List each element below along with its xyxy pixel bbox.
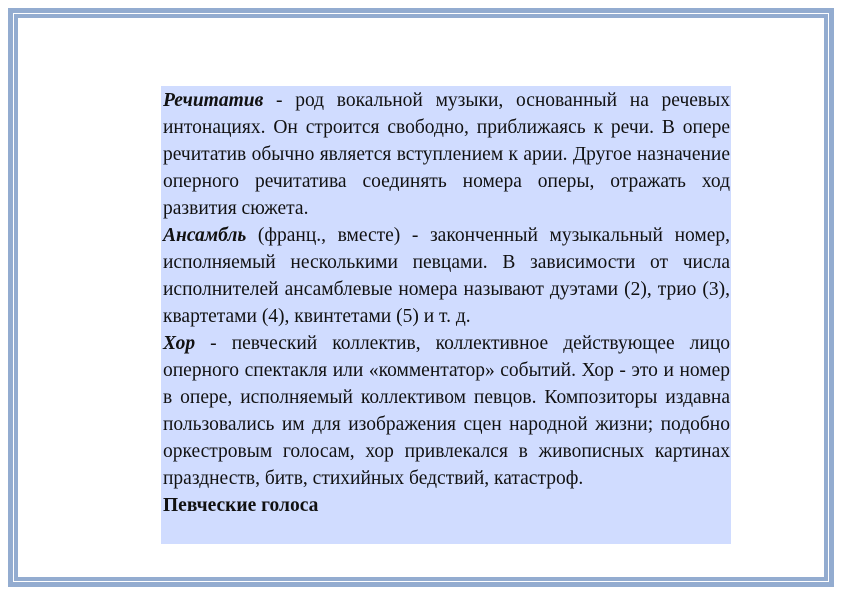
paragraph-choir — [163, 330, 730, 492]
definition-recitative: - род вокальной музыки, основанный на речевых интонациях. Он строится свободно, приближаясь к речи. В опере речитатив обычно является вступлением к арии. Другое назначение оперного речитатива соединять номера оперы, отражать ход развития сюжета. — [163, 90, 730, 219]
definition-ensemble: (франц., вместе) - законченный музыкальный номер, исполняемый несколькими певцами. В зависимости от числа исполнителей ансамблевые номера называют дуэтами (2), трио (3), квартетами (4), квинтетами (5) и т. д. — [163, 225, 730, 327]
section-heading: Певческие голоса — [163, 495, 319, 516]
paragraph-ensemble — [163, 222, 730, 330]
definition-choir: - певческий коллектив, коллективное действующее лицо оперного спектакля или «комментатор» событий. Хор - это и номер в опере, исполняемый коллективом певцов. Композиторы издавна пользовались им для изображения сцен народной жизни; подобно оркестровым голосам, хор привлекался в живописных картинах празднеств, битв, стихийных бедствий, катастроф. — [163, 333, 730, 489]
paragraph-recitative — [163, 87, 730, 222]
term-recitative: Речитатив — [163, 90, 264, 111]
content-textbox — [161, 86, 731, 544]
term-ensemble: Ансамбль — [163, 225, 247, 246]
term-choir: Хор — [163, 333, 196, 354]
